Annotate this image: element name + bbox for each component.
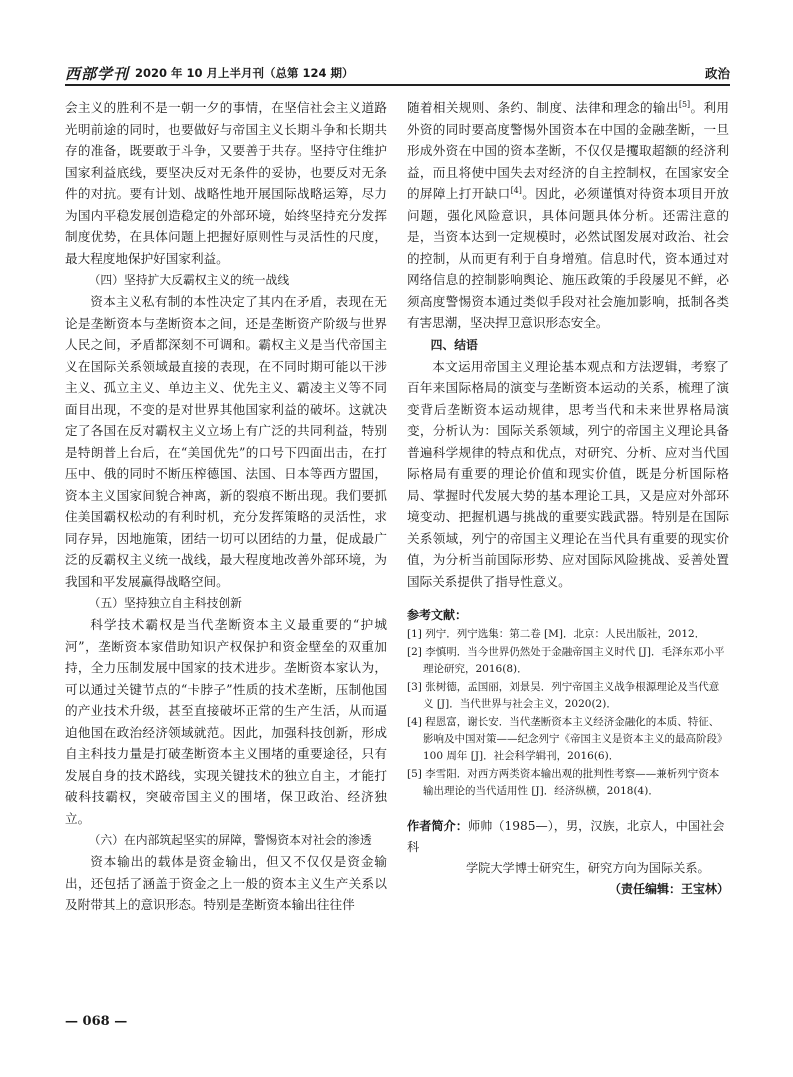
left-column — [65, 97, 387, 916]
author-label: 作者简介： — [407, 819, 468, 833]
reference-list — [407, 626, 729, 800]
reference-item: [2] 李慎明．当今世界仍然处于金融帝国主义时代 [J]．毛泽东邓小平理论研究，2016(8)． — [407, 646, 725, 675]
author-bio: 作者简介：师帅（1985—），男，汉族，北京人，中国社会科 — [407, 819, 725, 854]
paragraph: 资本主义私有制的本性决定了其内在矛盾，表现在无论是垄断资本与垄断资本之间，还是垄断资产阶级与世界人民之间，矛盾都深刻不可调和。霸权主义是当代帝国主义在国际关系领域最直接的表现，在不同时期可能以干涉主义、孤立主义、单边主义、优先主义、霸凌主义等不同面目出现，不变的是对世界其他国家利益的破坏。这就决定了各国在反对霸权主义立场上有广泛的共同利益，特别是特朗普上台后，在“美国优先”的口号下四面出击，在打压中、俄的同时不断压榨德国、法国、日本等西方盟国，资本主义国家间貌合神离，新的裂痕不断出现。我们要抓住美国霸权松动的有利时机，充分发挥策略的灵活性，求同存异，因地施策，团结一切可以团结的力量，促成最广泛的反霸权主义统一战线，最大程度地改善外部环境，为我国和平发展赢得战略空间。 — [65, 294, 387, 589]
citation-mark: [5] — [678, 99, 691, 109]
paragraph: 会主义的胜利不是一朝一夕的事情，在坚信社会主义道路光明前途的同时，也要做好与帝国主义长期斗争和长期共存的准备，既要敢于斗争，又要善于共存。坚持守住维护国家利益底线，要坚决反对无条件的妥协，也要反对无条件的对抗。要有计划、战略性地开展国际战略运筹，尽力为国内平稳发展创造稳定的外部环境，始终坚持充分发挥制度优势，在具体问题上把握好原则性与灵活性的尺度，最大程度地保护好国家利益。 — [65, 100, 387, 266]
reference-item: [1] 列宁．列宁选集：第二卷 [M]．北京：人民出版社，2012． — [407, 628, 706, 640]
section-name: 政治 — [704, 66, 730, 81]
section-heading: 四、结语 — [430, 337, 478, 352]
author-bio-continued: 学院大学博士研究生，研究方向为国际关系。 — [466, 861, 710, 875]
paragraph: 随着相关规则、条约、制度、法律和理念的输出[5]。利用外资的同时要高度警惕外国资本在中国的金融垄断，一旦形成外资在中国的资本垄断，不仅仅是攫取超额的经济利益，而且将使中国失去对经济的自主控制权，在国家安全的屏障上打开缺口[4]。因此，必须谨慎对待资本项目开放问题，强化风险意识，具体问题具体分析。还需注意的是，当资本达到一定规模时，必然试图发展对政治、社会的控制，从而更有利于自身增殖。信息时代，资本通过对网络信息的控制影响舆论、施压政策的手段屡见不鲜，必须高度警惕资本通过类似手段对社会施加影响，抵制各类有害思潮，坚决捍卫意识形态安全。 — [407, 99, 730, 330]
section-heading: （五）坚持独立自主科技创新 — [88, 596, 242, 610]
references-title: 参考文献： — [407, 608, 468, 622]
paragraph: 科学技术霸权是当代垄断资本主义最重要的“护城河”，垄断资本家借助知识产权保护和资金壁垒的双重加持，全力压制发展中国家的技术进步。垄断资本家认为，可以通过关键节点的“卡脖子”性质的技术垄断，压制他国的产业技术升级，甚至直接破坏正常的生产生活，从而逼迫他国在政治经济领域就范。因此，加强科技创新，形成自主科技力量是打破垄断资本主义围堵的重要途径，只有发展自身的技术路线，实现关键技术的独立自主，才能打破科技霸权，突破帝国主义的围堵，保卫政治、经济独立。 — [65, 617, 387, 826]
running-header — [65, 60, 730, 86]
reference-item: [5] 李雪阳．对西方两类资本输出观的批判性考察——兼析列宁资本输出理论的当代适用性 [J]．经济纵横，2018(4)． — [407, 768, 720, 797]
citation-mark: [4] — [510, 185, 522, 195]
section-heading: （四）坚持扩大反霸权主义的统一战线 — [88, 273, 290, 287]
issue-info: 2020 年 10 月上半月刊（总第 124 期） — [135, 66, 354, 80]
editor-credit: （责任编辑：王宝林） — [608, 882, 729, 896]
right-column — [407, 97, 729, 900]
reference-item: [3] 张树德，孟国丽，刘景昊．列宁帝国主义战争根源理论及当代意义 [J]．当代世界与社会主义，2020(2)． — [407, 681, 720, 710]
reference-item: [4] 程恩富，谢长安．当代垄断资本主义经济金融化的本质、特征、影响及中国对策——纪念列宁《帝国主义是资本主义的最高阶段》100 周年 [J]．社会科学辑刊，2016(6)． — [407, 716, 728, 762]
paragraph: 资本输出的载体是资金输出，但又不仅仅是资金输出，还包括了涵盖于资金之上一般的资本主义生产关系以及附带其上的意识形态。特别是垄断资本输出往往伴 — [65, 854, 387, 912]
journal-logo: 西部学刊 — [65, 65, 130, 83]
page-number: — 068 — — [65, 1014, 128, 1029]
section-heading: （六）在内部筑起坚实的屏障，警惕资本对社会的渗透 — [88, 833, 372, 847]
paragraph: 本文运用帝国主义理论基本观点和方法逻辑，考察了百年来国际格局的演变与垄断资本运动的关系，梳理了演变背后垄断资本运动规律，思考当代和未来世界格局演变，分析认为：国际关系领域，列宁的帝国主义理论具备普遍科学规律的特点和优点，对研究、分析、应对当代国际格局有重要的理论价值和现实价值，既是分析国际格局、掌握时代发展大势的基本理论工具，又是应对外部环境变动、把握机遇与挑战的重要实践武器。特别是在国际关系领域，列宁的帝国主义理论在当代具有重要的现实价值，为分析当前国际形势、应对国际风险挑战、妥善处置国际关系提供了指导性意义。 — [407, 358, 729, 589]
